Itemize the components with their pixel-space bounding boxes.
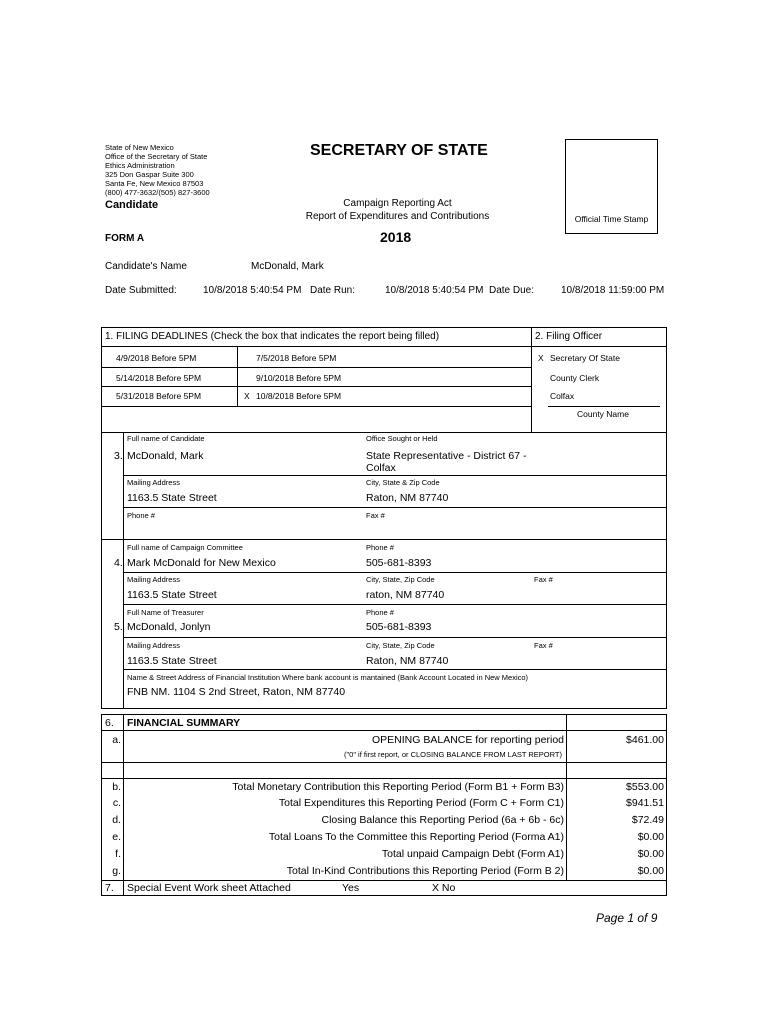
- city-state-zip-label: City, State, Zip Code: [366, 575, 435, 584]
- row-letter: b.: [112, 781, 121, 793]
- divider: [101, 730, 667, 731]
- report-year: 2018: [380, 229, 412, 245]
- row-label: Total unpaid Campaign Debt (Form A1): [381, 848, 564, 860]
- divider: [531, 327, 532, 432]
- time-stamp-label: Official Time Stamp: [574, 214, 649, 224]
- divider: [101, 778, 667, 779]
- date-submitted: 10/8/2018 5:40:54 PM: [203, 285, 302, 296]
- county-value: Colfax: [550, 391, 575, 401]
- row-amount: $0.00: [637, 848, 664, 860]
- agency-line: Santa Fe, New Mexico 87503: [105, 179, 204, 188]
- divider: [123, 669, 666, 670]
- row-amount: $0.00: [637, 831, 664, 843]
- page-number: Page 1 of 9: [596, 911, 658, 925]
- divider: [123, 432, 124, 709]
- city-state-zip-label: City, State, Zip Code: [366, 641, 435, 650]
- officer-check-mark: X: [538, 353, 544, 363]
- agency-line: State of New Mexico: [105, 143, 174, 152]
- mailing-address-label: Mailing Address: [127, 641, 180, 650]
- act-title: Campaign Reporting Act: [343, 198, 452, 209]
- row-amount: $941.51: [626, 797, 664, 809]
- office-sought: State Representative - District 67 -: [366, 450, 527, 462]
- deadline-check-mark: X: [244, 391, 250, 401]
- city-state-zip-label: City, State & Zip Code: [366, 478, 440, 487]
- row-amount: $553.00: [626, 781, 664, 793]
- divider: [666, 327, 667, 432]
- office-sought-line2: Colfax: [366, 462, 396, 474]
- divider: [101, 432, 102, 709]
- divider: [101, 327, 102, 432]
- filing-deadlines-title: 1. FILING DEADLINES (Check the box that indicates the report being filled): [105, 331, 440, 342]
- deadline-option[interactable]: 5/31/2018 Before 5PM: [116, 391, 202, 401]
- financial-summary-title: FINANCIAL SUMMARY: [127, 717, 241, 729]
- row-letter: f.: [115, 848, 121, 860]
- filing-officer-title: 2. Filing Officer: [535, 331, 603, 342]
- agency-line: Office of the Secretary of State: [105, 152, 208, 161]
- divider: [123, 475, 666, 476]
- agency-line: (800) 477-3632/(505) 827-3600: [105, 188, 210, 197]
- fax-label: Fax #: [534, 641, 553, 650]
- divider: [123, 507, 666, 508]
- divider: [101, 880, 667, 881]
- deadline-option[interactable]: 4/9/2018 Before 5PM: [116, 353, 197, 363]
- mailing-address-label: Mailing Address: [127, 575, 180, 584]
- deadline-option[interactable]: 7/5/2018 Before 5PM: [256, 353, 337, 363]
- row-letter: a.: [112, 734, 121, 746]
- mailing-address-label: Mailing Address: [127, 478, 180, 487]
- deadline-option[interactable]: 9/10/2018 Before 5PM: [256, 373, 342, 383]
- row-amount: $72.49: [631, 814, 664, 826]
- committee-name: Mark McDonald for New Mexico: [127, 557, 276, 569]
- page-title: SECRETARY OF STATE: [310, 142, 488, 159]
- committee-phone: 505-681-8393: [366, 557, 432, 569]
- divider: [101, 895, 667, 896]
- row-label: Total Expenditures this Reporting Period (Form C + Form C1): [278, 797, 564, 809]
- section-number: 7.: [105, 882, 114, 894]
- candidate-name: McDonald, Mark: [251, 261, 324, 272]
- divider: [101, 386, 531, 387]
- special-event-yes[interactable]: Yes: [342, 882, 360, 894]
- committee-mailing-address: 1163.5 State Street: [127, 589, 217, 601]
- candidate-heading: Candidate: [105, 199, 159, 211]
- opening-balance-note: ("0" if first report, or CLOSING BALANCE FROM LAST REPORT): [343, 750, 562, 759]
- divider: [101, 539, 667, 540]
- treasurer-name-label: Full Name of Treasurer: [127, 608, 204, 617]
- phone-label: Phone #: [366, 608, 394, 617]
- treasurer-mailing-address: 1163.5 State Street: [127, 655, 217, 667]
- city-state-zip: Raton, NM 87740: [366, 492, 449, 504]
- date-run: 10/8/2018 5:40:54 PM: [385, 285, 484, 296]
- date-submitted-label: Date Submitted:: [105, 285, 177, 296]
- committee-name-label: Full name of Campaign Committee: [127, 543, 243, 552]
- divider: [237, 346, 238, 406]
- divider: [123, 637, 666, 638]
- treasurer-phone: 505-681-8393: [366, 621, 432, 633]
- divider: [101, 714, 102, 895]
- mailing-address: 1163.5 State Street: [127, 492, 217, 504]
- deadline-option-selected[interactable]: 10/8/2018 Before 5PM: [256, 391, 342, 401]
- committee-city: raton, NM 87740: [366, 589, 445, 601]
- fax-label: Fax #: [366, 511, 385, 520]
- divider: [101, 327, 667, 328]
- row-label: Total Monetary Contribution this Reporting Period (Form B1 + Form B3): [232, 781, 564, 793]
- row-letter: e.: [112, 831, 121, 843]
- officer-option-clerk[interactable]: County Clerk: [550, 373, 600, 383]
- deadline-option[interactable]: 5/14/2018 Before 5PM: [116, 373, 202, 383]
- date-due-label: Date Due:: [489, 285, 535, 296]
- form-label: FORM A: [105, 233, 145, 244]
- section-number: 5.: [114, 621, 123, 633]
- date-due: 10/8/2018 11:59:00 PM: [561, 285, 665, 296]
- candidate-full-name-label: Full name of Candidate: [127, 434, 205, 443]
- divider: [101, 346, 667, 347]
- section-number: 6.: [105, 717, 114, 729]
- divider: [101, 762, 667, 763]
- divider: [123, 604, 666, 605]
- divider: [666, 714, 667, 895]
- candidate-full-name: McDonald, Mark: [127, 450, 204, 462]
- bank-label: Name & Street Address of Financial Institution Where bank account is mantained (Bank Account Located in New Mexico): [127, 673, 529, 682]
- divider: [101, 432, 667, 433]
- divider: [101, 714, 667, 715]
- county-name-label: County Name: [577, 409, 629, 419]
- office-sought-label: Office Sought or Held: [366, 434, 438, 443]
- divider: [101, 406, 531, 407]
- row-letter: g.: [112, 865, 121, 877]
- row-letter: c.: [112, 797, 121, 809]
- section-number: 4.: [114, 557, 123, 569]
- special-event-no[interactable]: X No: [432, 882, 456, 894]
- report-title: Report of Expenditures and Contributions: [305, 211, 490, 222]
- row-label: OPENING BALANCE for reporting period: [372, 734, 564, 746]
- treasurer-city: Raton, NM 87740: [366, 655, 449, 667]
- divider: [566, 714, 567, 880]
- row-letter: d.: [112, 814, 121, 826]
- row-label: Total In-Kind Contributions this Reporting Period (Form B 2): [286, 865, 564, 877]
- bank-address: FNB NM. 1104 S 2nd Street, Raton, NM 87740: [127, 686, 346, 698]
- special-event-label: Special Event Work sheet Attached: [127, 882, 291, 894]
- row-label: Total Loans To the Committee this Reporting Period (Forma A1): [268, 831, 564, 843]
- agency-address: [105, 143, 245, 197]
- divider: [123, 714, 124, 895]
- fax-label: Fax #: [534, 575, 553, 584]
- row-label: Closing Balance this Reporting Period (6a + 6b - 6c): [321, 814, 564, 826]
- phone-label: Phone #: [366, 543, 394, 552]
- agency-line: Ethics Administration: [105, 161, 175, 170]
- divider: [101, 367, 531, 368]
- row-amount: $461.00: [626, 734, 664, 746]
- divider: [666, 432, 667, 709]
- row-amount: $0.00: [637, 865, 664, 877]
- treasurer-name: McDonald, Jonlyn: [127, 621, 211, 633]
- divider: [123, 572, 666, 573]
- county-underline: [548, 406, 660, 407]
- candidate-name-label: Candidate's Name: [105, 261, 187, 272]
- date-run-label: Date Run:: [310, 285, 356, 296]
- officer-option-sos[interactable]: Secretary Of State: [550, 353, 620, 363]
- section-number: 3.: [114, 450, 123, 462]
- agency-line: 325 Don Gaspar Suite 300: [105, 170, 194, 179]
- divider: [101, 708, 667, 709]
- time-stamp-box: [565, 139, 658, 234]
- phone-label: Phone #: [127, 511, 155, 520]
